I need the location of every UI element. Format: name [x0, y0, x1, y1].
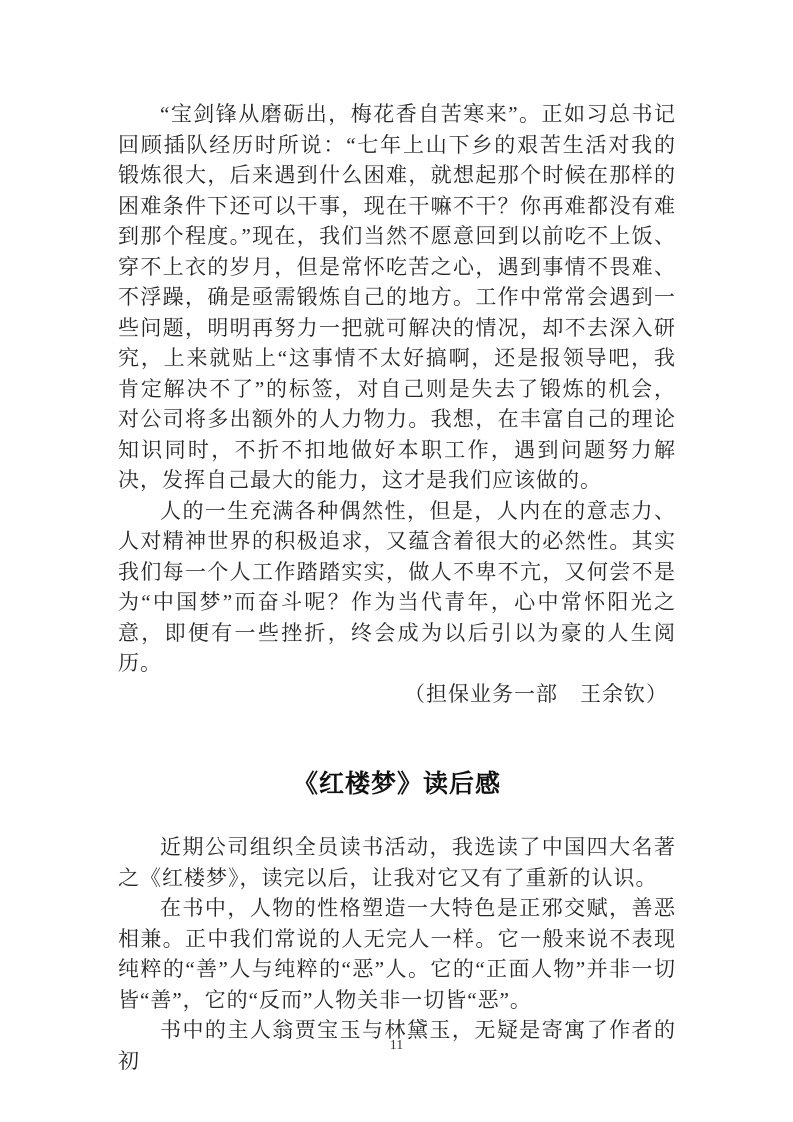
essay1-author-signature: （担保业务一部 王余钦） [404, 681, 668, 706]
essay2-paragraph-3: 书中的主人翁贾宝玉与林黛玉，无疑是寄寓了作者的初 [118, 1018, 676, 1073]
essay-1 [118, 99, 676, 709]
essay1-paragraph-1: “宝剑锋从磨砺出，梅花香自苦寒来”。正如习总书记回顾插队经历时所说：“七年上山下乡的艰苦生活对我的锻炼很大，后来遇到什么困难，就想起那个时候在那样的困难条件下还可以干事，现在干嘛不干？你再难都没有难到那个程度。”现在，我们当然不愿意回到以前吃不上饭、穿不上衣的岁月，但是常怀吃苦之心，遇到事情不畏难、不浮躁，确是亟需锻炼自己的地方。工作中常常会遇到一些问题，明明再努力一把就可解决的情况，却不去深入研究，上来就贴上“这事情不太好搞啊，还是报领导吧，我肯定解决不了”的标签，对自己则是失去了锻炼的机会，对公司将多出额外的人力物力。我想，在丰富自己的理论知识同时，不折不扣地做好本职工作，遇到问题努力解决，发挥自己最大的能力，这才是我们应该做的。 [118, 102, 676, 492]
essay-2 [118, 767, 676, 1076]
page-number: 11 [389, 1038, 404, 1053]
essay2-title: 《红楼梦》读后感 [292, 770, 501, 798]
essay1-paragraph-2: 人的一生充满各种偶然性，但是，人内在的意志力、人对精神世界的积极追求，又蕴含着很大的必然性。其实我们每一个人工作踏踏实实，做人不卑不亢，又何尝不是为“中国梦”而奋斗呢？作为当代青年，心中常怀阳光之意，即便有一些挫折，终会成为以后引以为豪的人生阅历。 [118, 498, 676, 675]
essay2-paragraph-1: 近期公司组织全员读书活动，我选读了中国四大名著之《红楼梦》，读完以后，让我对它又有了重新的认识。 [118, 835, 676, 890]
essay2-paragraph-2: 在书中，人物的性格塑造一大特色是正邪交赋，善恶相兼。正中我们常说的人无完人一样。它一般来说不表现纯粹的“善”人与纯粹的“恶”人。它的“正面人物”并非一切皆“善”，它的“反而”人物关非一切皆“恶”。 [118, 896, 676, 1012]
text-content [118, 99, 676, 1076]
